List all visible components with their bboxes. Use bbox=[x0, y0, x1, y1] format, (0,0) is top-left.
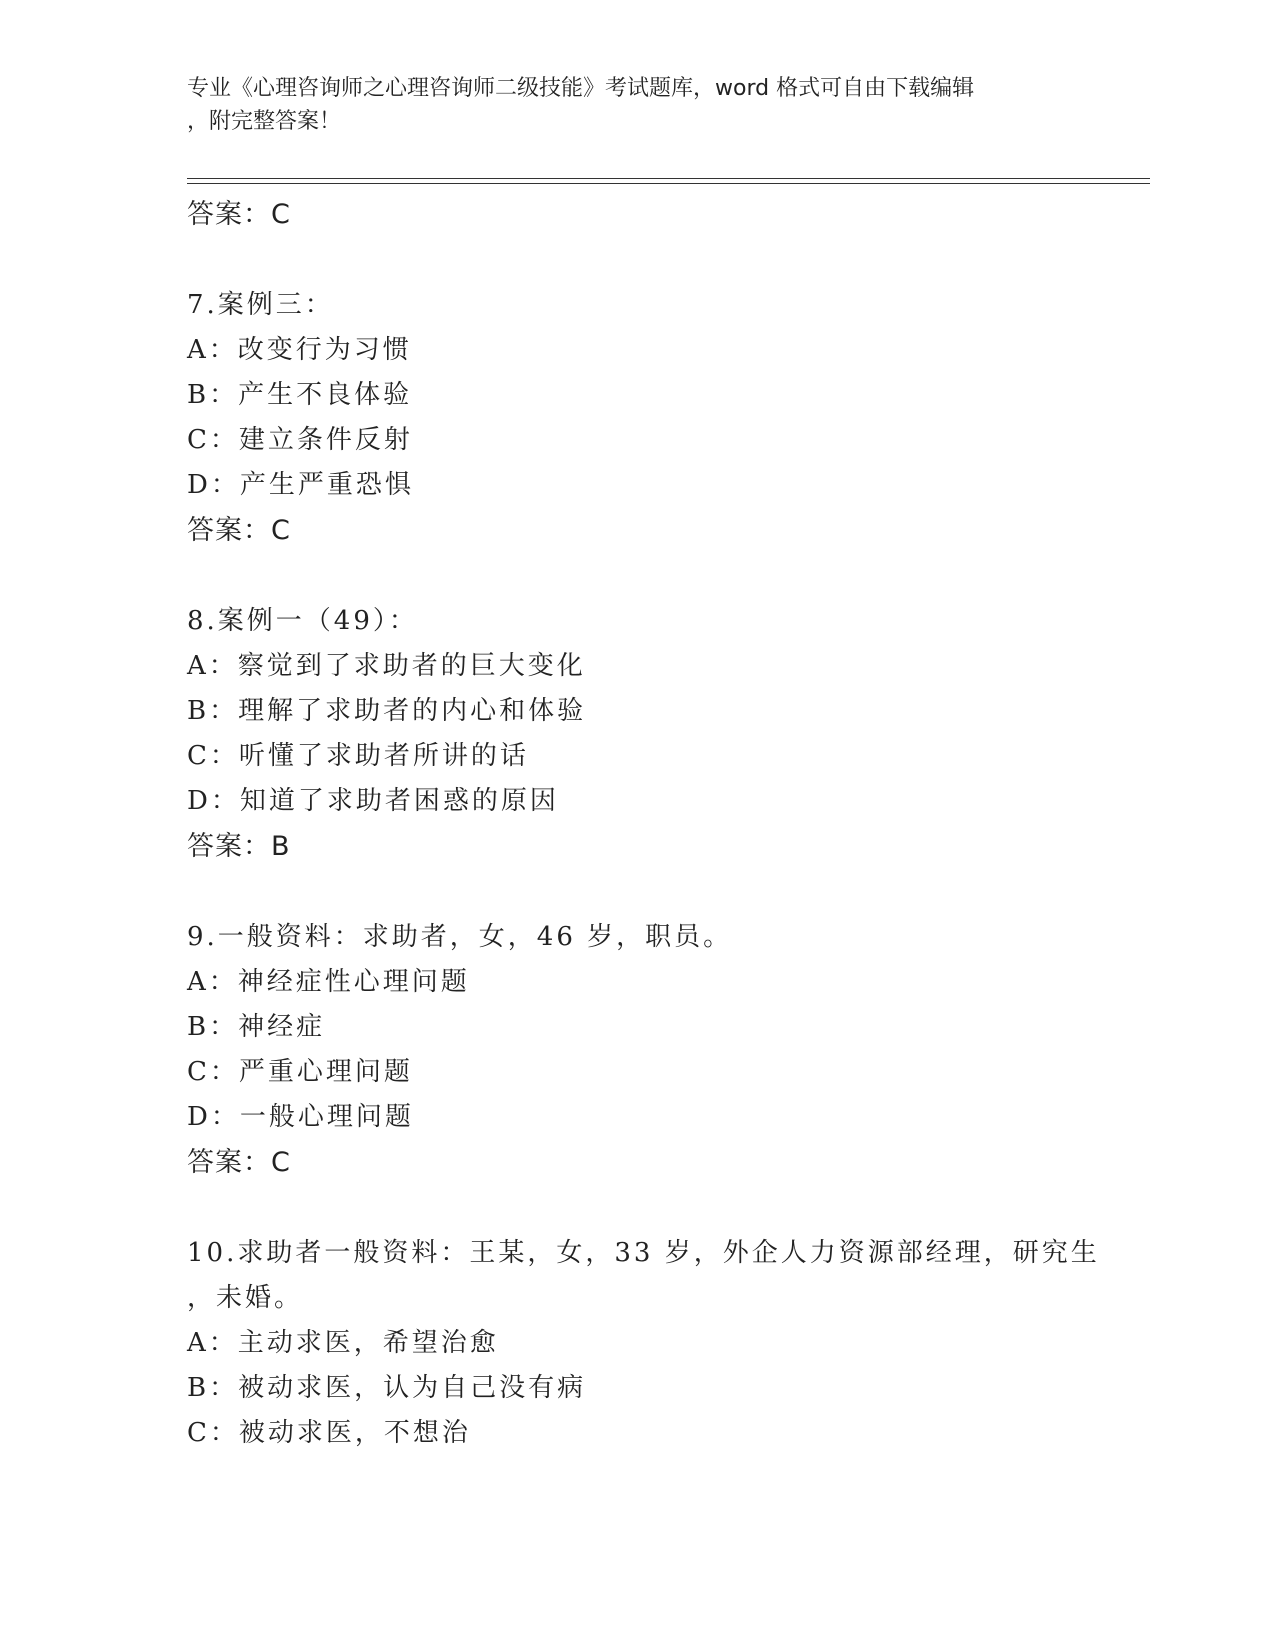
question-stem: 10.求助者一般资料：王某，女，33 岁，外企人力资源部经理，研究生 bbox=[187, 1238, 1100, 1268]
question-stem: 7.案例三： bbox=[187, 290, 334, 320]
option-b: B：产生不良体验 bbox=[187, 380, 413, 410]
question-8 bbox=[187, 599, 1087, 869]
answer-line: 答案：C bbox=[187, 199, 291, 230]
option-b: B：被动求医，认为自己没有病 bbox=[187, 1373, 587, 1403]
spacer bbox=[187, 553, 1087, 599]
header-divider-top bbox=[187, 178, 1150, 179]
header-line-1: 专业《心理咨询师之心理咨询师二级技能》考试题库，word 格式可自由下载编辑 bbox=[187, 76, 975, 101]
spacer bbox=[187, 1185, 1087, 1231]
question-stem: 9.一般资料：求助者，女，46 岁，职员。 bbox=[187, 922, 733, 952]
question-9 bbox=[187, 915, 1087, 1185]
option-a: A：察觉到了求助者的巨大变化 bbox=[187, 651, 586, 681]
option-d: D：知道了求助者困惑的原因 bbox=[187, 786, 559, 816]
header-divider-bottom bbox=[187, 183, 1150, 184]
option-a: A：主动求医，希望治愈 bbox=[187, 1328, 499, 1358]
answer-line: 答案：B bbox=[187, 831, 291, 862]
option-c: C：建立条件反射 bbox=[187, 425, 413, 455]
question-stem: 8.案例一（49）： bbox=[187, 606, 418, 636]
option-a: A：改变行为习惯 bbox=[187, 335, 412, 365]
spacer bbox=[187, 869, 1087, 915]
question-7 bbox=[187, 283, 1087, 553]
answer-line: 答案：C bbox=[187, 515, 291, 546]
answer-line: 答案：C bbox=[187, 1147, 291, 1178]
option-c: C：听懂了求助者所讲的话 bbox=[187, 741, 529, 771]
header-line-2: ，附完整答案！ bbox=[187, 109, 342, 134]
question-10 bbox=[187, 1231, 1100, 1456]
question-list bbox=[187, 192, 1100, 1456]
option-d: D：产生严重恐惧 bbox=[187, 470, 414, 500]
option-d: D：一般心理问题 bbox=[187, 1102, 414, 1132]
option-b: B：神经症 bbox=[187, 1012, 326, 1042]
question-stem-continued: ，未婚。 bbox=[187, 1283, 304, 1313]
option-a: A：神经症性心理问题 bbox=[187, 967, 470, 997]
option-c: C：严重心理问题 bbox=[187, 1057, 413, 1087]
spacer bbox=[187, 237, 1087, 283]
option-b: B：理解了求助者的内心和体验 bbox=[187, 696, 587, 726]
document-header bbox=[187, 72, 1087, 138]
option-c: C：被动求医，不想治 bbox=[187, 1418, 471, 1448]
